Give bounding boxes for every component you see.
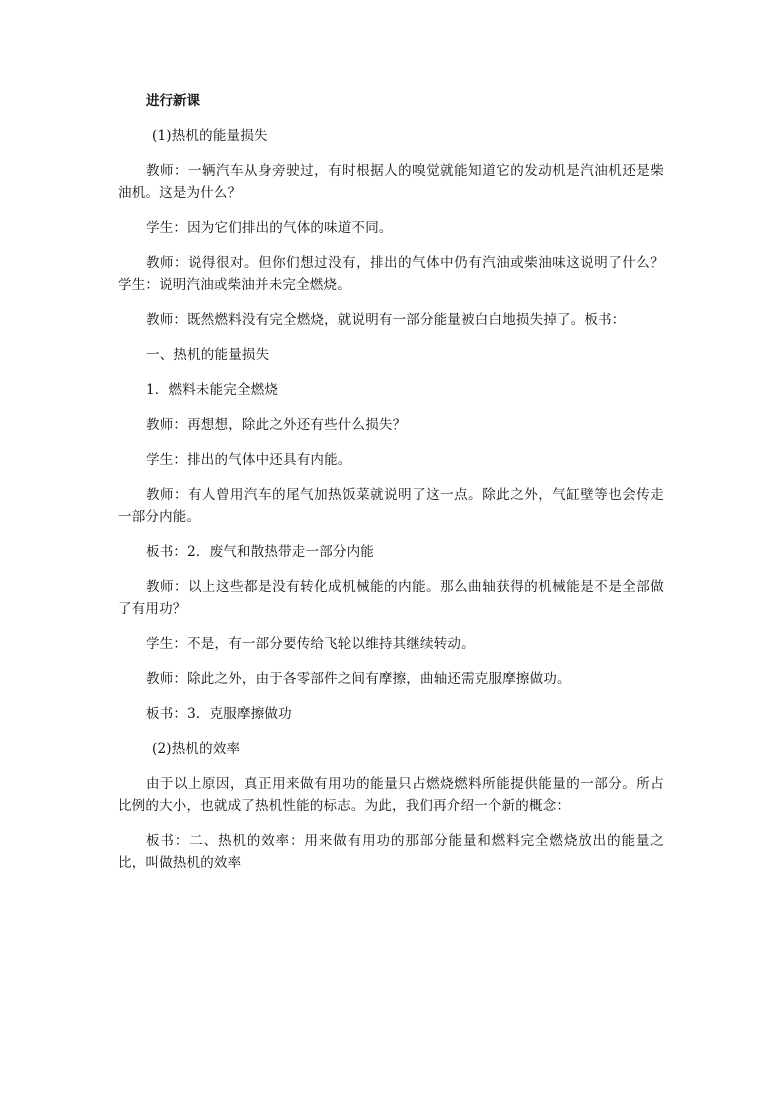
paragraph-teacher-incomplete-combustion: 教师：说得很对。但你们想过没有，排出的气体中仍有汽油或柴油味这说明了什么？学生：说明汽油或柴油并未完全燃烧。 (118, 255, 664, 293)
paragraph-student-flywheel: 学生：不是，有一部分要传给飞轮以维持其继续转动。 (146, 636, 475, 652)
paragraph-student-exhaust-internal-energy: 学生：排出的气体中还具有内能。 (146, 452, 352, 468)
board-efficiency-definition: 板书：二、热机的效率：用来做有用功的那部分能量和燃料完全燃烧放出的能量之比，叫做热机的效率 (118, 833, 664, 871)
subsection-heading-efficiency: (2)热机的效率 (152, 741, 241, 757)
paragraph-teacher-friction: 教师：除此之外，由于各零部件之间有摩擦，曲轴还需克服摩擦做功。 (146, 671, 571, 687)
section-title: 进行新课 (146, 93, 200, 109)
paragraph-teacher-energy-wasted: 教师：既然燃料没有完全燃烧，就说明有一部分能量被白白地损失掉了。板书： (146, 312, 626, 328)
subsection-heading-energy-loss: (1)热机的能量损失 (152, 128, 268, 144)
paragraph-teacher-question-smell: 教师：一辆汽车从身旁驶过，有时根据人的嗅觉就能知道它的发动机是汽油机还是柴油机。这是为什么？ (118, 163, 664, 201)
paragraph-student-answer-smell: 学生：因为它们排出的气体的味道不同。 (146, 220, 393, 236)
board-item-3: 板书：3．克服摩擦做功 (146, 706, 292, 722)
paragraph-teacher-mechanical-energy: 教师：以上这些都是没有转化成机械能的内能。那么曲轴获得的机械能是不是全部做了有用功？ (118, 579, 664, 617)
board-heading-energy-loss: 一、热机的能量损失 (146, 347, 270, 363)
paragraph-teacher-other-losses: 教师：再想想，除此之外还有些什么损失？ (146, 417, 407, 433)
board-item-2: 板书：2．废气和散热带走一部分内能 (146, 544, 374, 560)
paragraph-efficiency-intro: 由于以上原因，真正用来做有用功的能量只占燃烧燃料所能提供能量的一部分。所占比例的大小，也就成了热机性能的标志。为此，我们再介绍一个新的概念： (118, 776, 664, 814)
document-body (118, 90, 664, 887)
board-item-1: 1．燃料未能完全燃烧 (146, 382, 279, 398)
paragraph-teacher-exhaust-heating: 教师：有人曾用汽车的尾气加热饭菜就说明了这一点。除此之外，气缸壁等也会传走一部分内能。 (118, 487, 664, 525)
